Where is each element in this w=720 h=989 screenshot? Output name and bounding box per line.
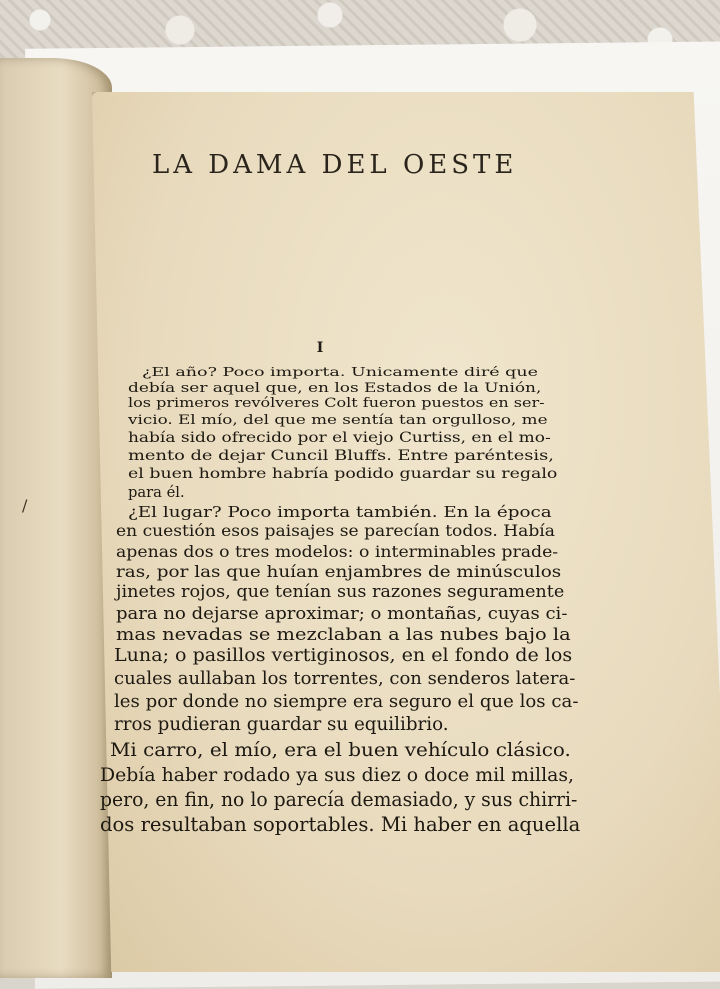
- text-line: los primeros revólveres Colt fueron puestos en ser-: [128, 396, 545, 412]
- chapter-number: I: [316, 340, 324, 356]
- text-line: dos resultaban soportables. Mi haber en aquella: [100, 812, 581, 836]
- margin-mark: /: [22, 496, 28, 515]
- text-line: les por donde no siempre era seguro el que los ca-: [114, 691, 579, 713]
- text-line: ras, por las que huían enjambres de minúsculos: [116, 561, 562, 581]
- text-line: jinetes rojos, que tenían sus razones seguramente: [116, 582, 565, 602]
- text-line: el buen hombre habría podido guardar su regalo: [128, 465, 558, 482]
- text-line: ¿El año? Poco importa. Unicamente diré que: [142, 364, 539, 379]
- text-line: mas nevadas se mezclaban a las nubes bajo la: [116, 624, 571, 645]
- text-line: ¿El lugar? Poco importa también. En la época: [128, 502, 552, 521]
- text-line: en cuestión esos paisajes se parecían todos. Había: [116, 522, 555, 541]
- text-line: cuales aullaban los torrentes, con senderos latera-: [114, 668, 576, 689]
- text-line: rros pudieran guardar su equilibrio.: [114, 714, 449, 736]
- text-line: Debía haber rodado ya sus diez o doce mil millas,: [100, 763, 575, 786]
- text-line: Mi carro, el mío, era el buen vehículo clásico.: [110, 739, 571, 761]
- text-line: debía ser aquel que, en los Estados de la Unión,: [128, 379, 542, 395]
- text-line: vicio. El mío, del que me sentía tan orgulloso, me: [128, 412, 548, 428]
- text-line: para él.: [128, 483, 185, 501]
- text-line: pero, en fin, no lo parecía demasiado, y sus chirri-: [100, 788, 578, 812]
- book-title: LA DAMA DEL OESTE: [152, 150, 518, 180]
- text-line: apenas dos o tres modelos: o interminables prade-: [116, 541, 559, 561]
- text-line: mento de dejar Cuncil Bluffs. Entre paréntesis,: [128, 447, 554, 464]
- text-line: había sido ofrecido por el viejo Curtiss, en el mo-: [128, 430, 551, 447]
- text-line: para no dejarse aproximar; o montañas, cuyas ci-: [116, 603, 568, 624]
- text-line: Luna; o pasillos vertiginosos, en el fondo de los: [114, 646, 573, 667]
